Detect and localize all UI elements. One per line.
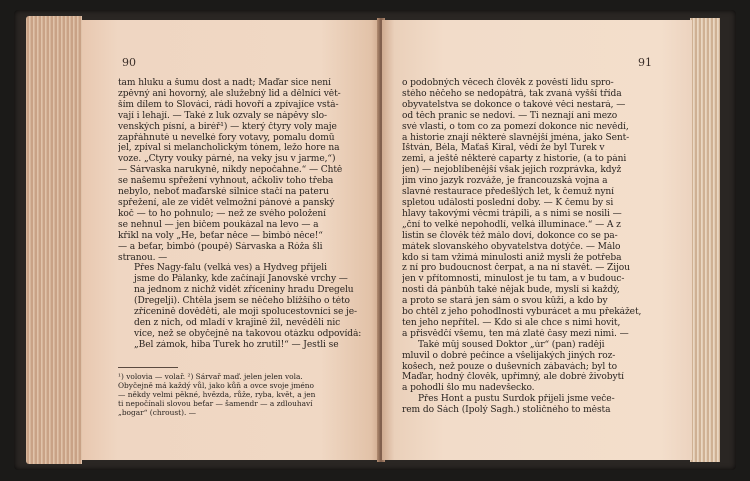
text-line: od těch pranic se nedoví. — Ti neznají ani mezo [402,110,618,121]
text-line: zpěvný ani hovorný, ale služebný lid a dělníci vět- [118,88,341,99]
text-line: zřícenině dověděti, ale moji spolucestovníci se je- [134,307,358,318]
left-page [82,20,380,460]
text-line: mluvil o dobré pečínce a všelijakých jiných roz- [402,350,616,361]
text-line: jen v přítomnosti, minulost je tu tam, a v budouc- [402,274,625,285]
page-edges-left [26,16,82,464]
text-line: — někdy velmi pěkné, hvězda, růže, ryba, květ, a jen [118,389,316,399]
text-line: křikl na voly „He, beťar něce — bimbó něce!“ [118,230,323,241]
text-line: tam hluku a šumu dost a nadt; Maďar sice není [118,78,331,88]
text-line: a historie znají některé slavnější jména, jako Šent- [402,132,630,143]
text-line: Přes Hont a pustu Surdok přijeli jsme veče- [418,394,615,405]
text-line: nebylo, neboť maďarské silnice stačí na pateru [118,187,329,198]
paragraph [118,263,366,350]
text-line: jsme do Pálanky, kde začínají Janovské vrchy — [134,274,348,285]
text-line: Maďar, hodný člověk, upřímný, ale dobré živobytí [402,372,624,383]
text-line: kdo si tam vžimá minulosti aniž myslí že potřeba [402,252,622,263]
left-page-text [118,78,366,351]
paragraph [402,394,670,416]
text-line: více, než se obyčejně na takovou otázku odpovídá: [134,328,362,339]
text-line: hlavy takovými věcmi trápili, a s nimi se nosili — [402,208,622,219]
text-line: stranou. — [118,252,168,263]
text-line: „ční to velké nepohodlí, velká illuminace.“ — A z [402,219,621,230]
page-number: 90 [122,56,136,69]
text-line: a proto se stará jen sám o svou kůži, a kdo by [402,296,608,307]
text-line: se našemu spřežení vyhnout, ačkoliv toho třeba [118,176,334,187]
text-line: spletou události poslední doby. — K čemu by si [402,197,614,208]
text-line: zapřáhnuté u nevelké fory votavy, pomalu domů [118,132,335,143]
text-line: ti nepočínali slovou beťar — šamendr — a zdlouhaví [118,398,313,408]
text-line: bo chtěl z jeho pohodlnosti vyburácet a mu překážet, [402,307,642,318]
text-line: (Dregelji). Chtěla jsem se něčeho blížšího o této [134,296,350,307]
footnotes [118,372,366,417]
text-line: venských písní, a biréř¹) — který čtyry voly maje [118,121,337,132]
footnote-rule [118,367,178,368]
text-line: Přes Nagy-falu (velká ves) a Hydveg přijeli [134,263,327,274]
text-line: ten jeho nepřítel. — Kdo si ale chce s nimi hovit, [402,317,621,328]
text-line: vají i lehají. — Také z luk ozvaly se nápěvy slo- [118,110,328,121]
right-page-text [402,78,670,416]
text-line: listin se člověk též málo doví, dokonce co se pa- [402,230,618,241]
text-line: voze. „Ctyry vouky párné, na veky jsu v jarme,“) [118,154,336,165]
text-line: a pohodlí šlo mu nadevšecko. [402,383,535,394]
text-line: „bogar“ (chroust). — [118,407,197,417]
text-line: jim víno jazyk rozváže, je francouzská vojna a [402,176,608,187]
text-line: své vlasti, o tom co za pomezí dokonce nic nevědí, [402,121,629,132]
text-line: zemi, a ještě některé caparty z historie, (a to páni [402,154,627,165]
text-line: — Sárvaska narukyně, nikdy nepočahne.“ — Chtě [118,165,343,176]
page-edges-right [690,18,720,462]
text-line: a přisvědčí všemu, ten má zlaté časy mezi nimi. — [402,328,629,339]
page-number: 91 [638,56,652,69]
text-line: košech, než pouze o duševních zábavách; byl to [402,361,617,372]
text-line: Také můj soused Doktor „úr“ (pan) raději [418,339,605,350]
text-line: spřežení, ale ze vidět velmožní pánové a panský [118,197,335,208]
text-line: rem do Sách (Ipolý Sagh.) stoličného to města [402,405,611,416]
text-line: Ištván, Béla, Maťaš Kiral, vědí že byl Turek v [402,143,605,154]
text-line: jel, zpíval si melancholickým tónem, ležo hore na [118,143,340,154]
text-line: mátek slovanského obyvatelstva dotýče. — Málo [402,241,621,252]
paragraph [402,78,670,340]
text-line: „Bel zámok, hiba Turek ho zrutil!“ — Jestli se [134,339,339,350]
paragraph [402,340,670,395]
text-line: ¹) volovia — volař. ²) Sárvař maď. jelen jelen vola. [118,371,303,381]
text-line: o podobných věcech člověk z pověstí lidu spro- [402,78,614,88]
right-page [382,20,692,460]
text-line: se nehnul — jen bičem poukázal na levo — a [118,219,319,230]
text-line: Obyčejně má každý vůl, jako kůň a ovce svoje jméno [118,380,314,390]
text-line: na jednom z nichž vidět zříceniny hradu Dregelu [134,285,354,296]
text-line: ším dílem to Slováci, rádi hovoří a zpívajíce vstá- [118,99,339,110]
text-line: stého něčeho se nedopátrá, tak zvaná vyšší třída [402,88,622,99]
text-line: z ní pro budoucnost čerpat, a na ní stavět. — Žijou [402,263,630,274]
text-line: den z nich, od mladí v krajině žil, nevěděli nic [134,317,341,328]
text-line: jen) — nejoblíbenější však jejich rozprávka, když [402,165,622,176]
paragraph [118,78,366,263]
text-line: slavné restaurace předešlých let, k čemuž nyní [402,187,614,198]
text-line: obyvatelstva se dokonce o takové věci nestará, — [402,99,626,110]
text-line: nosti dá pánbůh také nějak bude, myslí si každý, [402,285,620,296]
text-line: — a beťar, bimbó (poupě) Sárvaska a Róža šli [118,241,323,252]
text-line: koč — to ho pohnulo; — než ze svého položení [118,208,326,219]
